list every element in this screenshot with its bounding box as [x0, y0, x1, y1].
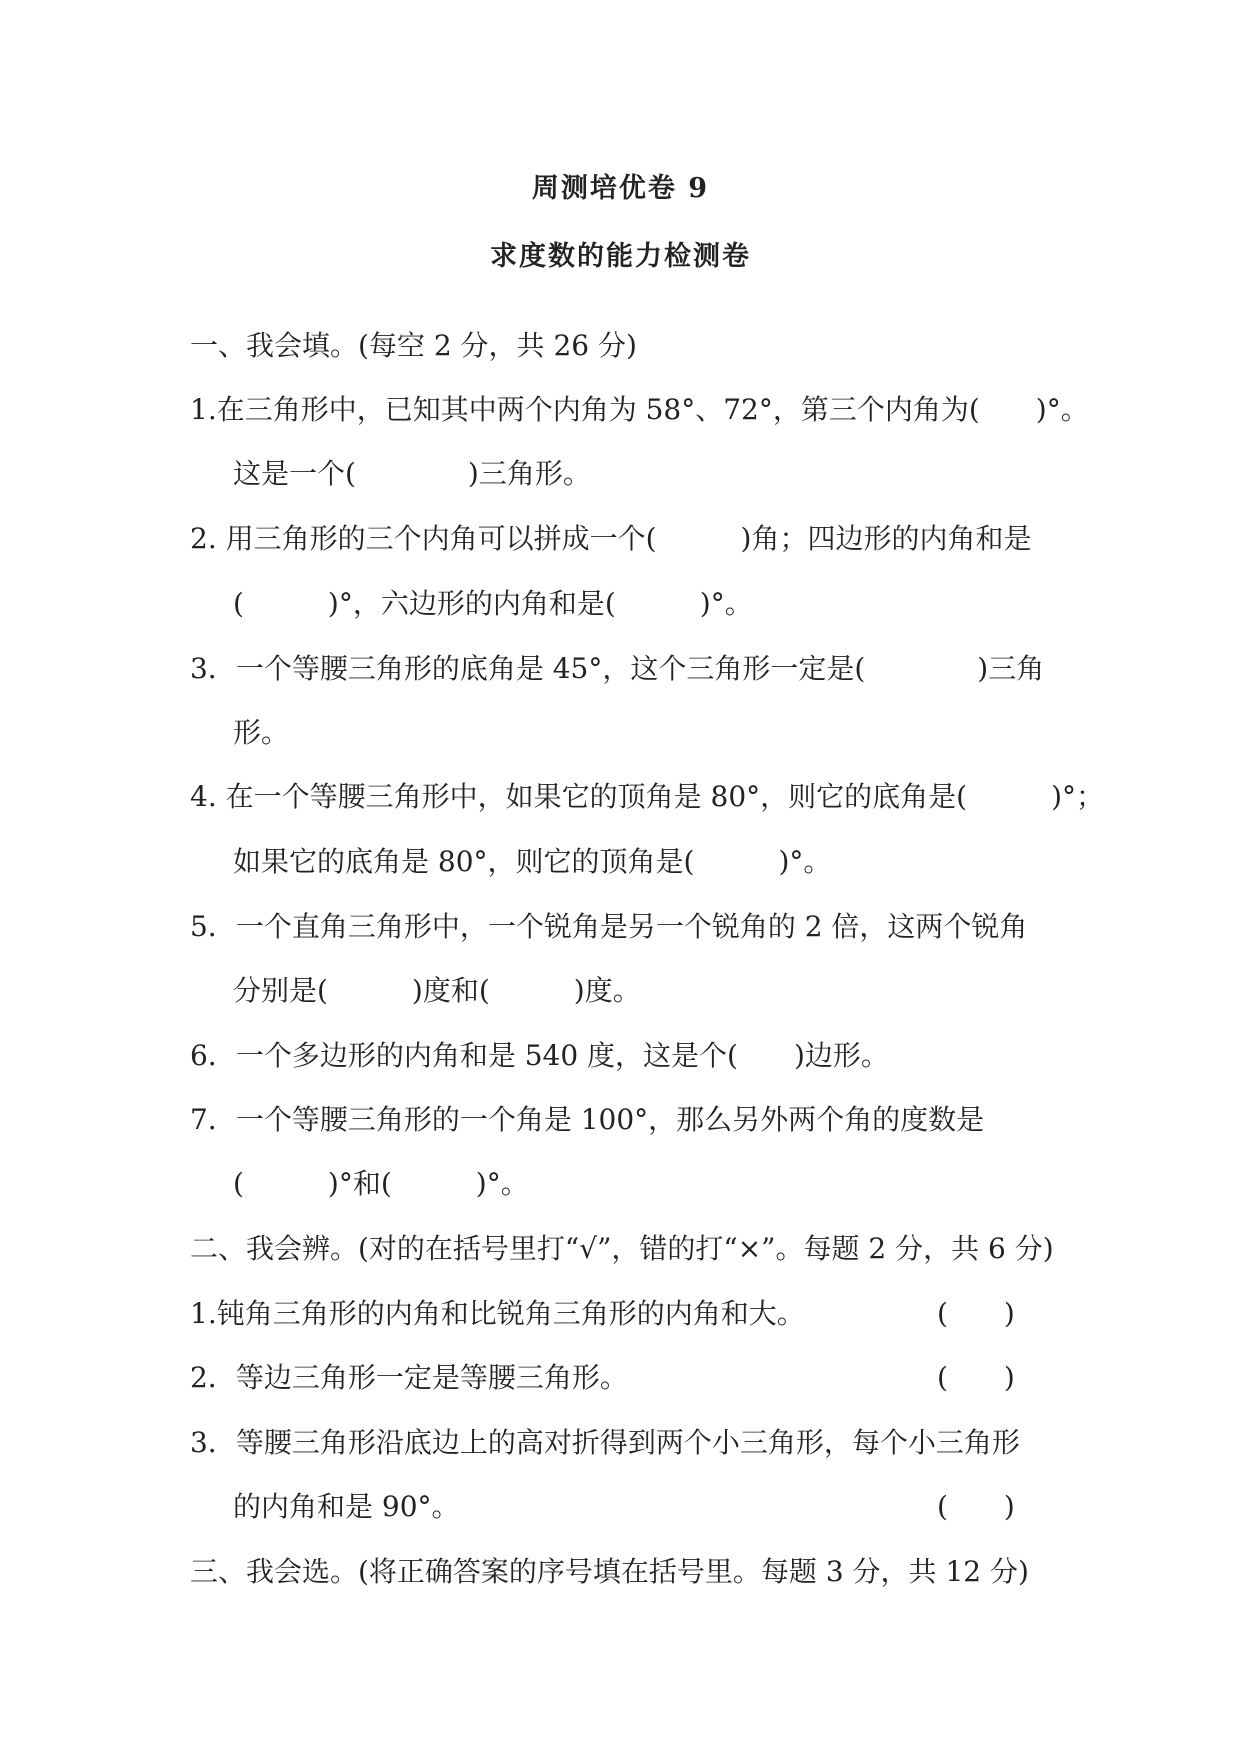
question-7-line-2: ( )°和( )°。 — [233, 1167, 529, 1200]
question-6-line-1: 6．一个多边形的内角和是 540 度，这是个( )边形。 — [190, 1039, 889, 1072]
judge-3-line-2: 的内角和是 90°。 — [233, 1490, 460, 1523]
judge-1-answer-box[interactable]: ( ) — [937, 1297, 1015, 1330]
section-heading-judge: 二、我会辨。(对的在括号里打“√”，错的打“×”。每题 2 分，共 6 分) — [190, 1232, 1054, 1265]
question-5-line-1: 5．一个直角三角形中，一个锐角是另一个锐角的 2 倍，这两个锐角 — [190, 910, 1028, 943]
question-3-line-1: 3．一个等腰三角形的底角是 45°，这个三角形一定是( )三角 — [190, 652, 1045, 685]
section-heading-choose: 三、我会选。(将正确答案的序号填在括号里。每题 3 分，共 12 分) — [190, 1555, 1029, 1588]
judge-1-text: 1.钝角三角形的内角和比锐角三角形的内角和大。 — [190, 1297, 805, 1330]
question-1-line-1: 1.在三角形中，已知其中两个内角为 58°、72°，第三个内角为( )°。 — [190, 393, 1089, 426]
page-subtitle: 求度数的能力检测卷 — [490, 241, 751, 272]
section-heading-fill: 一、我会填。(每空 2 分，共 26 分) — [190, 329, 637, 362]
judge-2-answer-box[interactable]: ( ) — [937, 1361, 1015, 1394]
question-2-line-2: ( )°，六边形的内角和是( )°。 — [233, 587, 753, 620]
question-2-line-1: 2. 用三角形的三个内角可以拼成一个( )角；四边形的内角和是 — [190, 522, 1032, 555]
judge-2-text: 2．等边三角形一定是等腰三角形。 — [190, 1361, 628, 1394]
question-3-line-2: 形。 — [233, 716, 290, 749]
page-title: 周测培优卷 9 — [531, 173, 710, 204]
question-7-line-1: 7．一个等腰三角形的一个角是 100°，那么另外两个角的度数是 — [190, 1103, 985, 1136]
question-1-line-2: 这是一个( )三角形。 — [233, 457, 591, 490]
question-4-line-2: 如果它的底角是 80°，则它的顶角是( )°。 — [233, 845, 832, 878]
question-4-line-1: 4. 在一个等腰三角形中，如果它的顶角是 80°，则它的底角是( )°； — [190, 780, 1104, 813]
question-5-line-2: 分别是( )度和( )度。 — [233, 974, 641, 1007]
judge-3-answer-box[interactable]: ( ) — [937, 1490, 1015, 1523]
judge-3-line-1: 3．等腰三角形沿底边上的高对折得到两个小三角形，每个小三角形 — [190, 1426, 1020, 1459]
